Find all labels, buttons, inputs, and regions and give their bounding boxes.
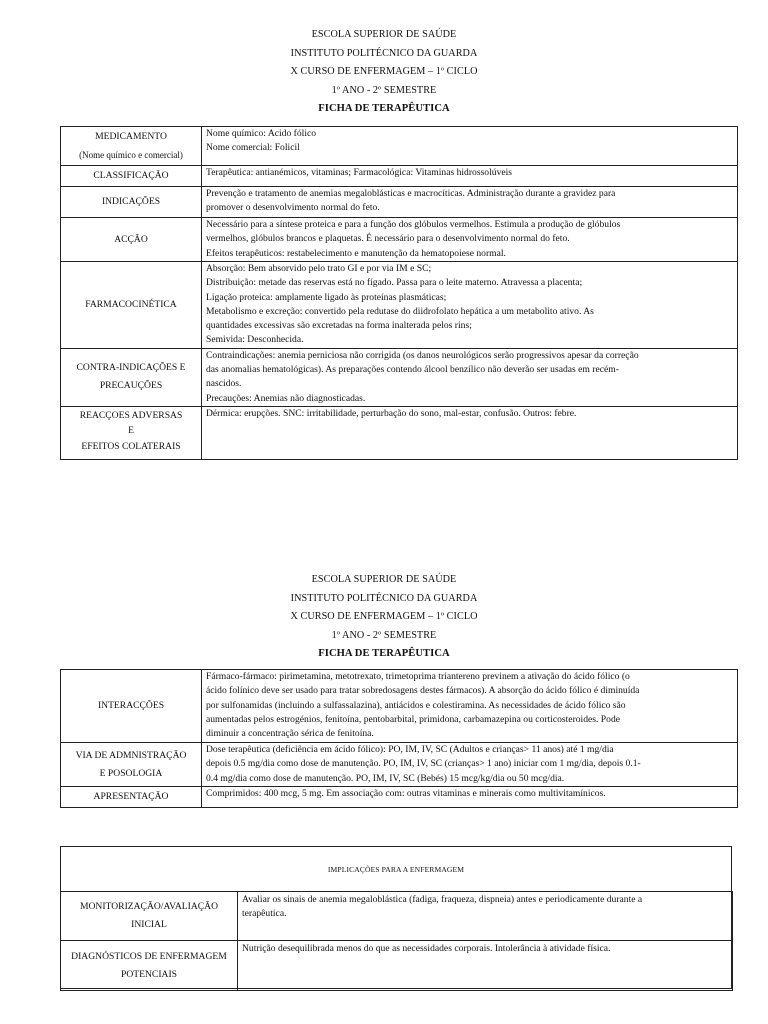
- nursing-implications-section: [60, 846, 732, 989]
- table-row: [61, 348, 738, 406]
- institute-name: INSTITUTO POLITÉCNICO DA GUARDA: [290, 592, 478, 604]
- farmacocinetica-label: FARMACOCINÉTICA: [61, 262, 202, 349]
- sheet-title: FICHA DE TERAPÊUTICA: [318, 103, 450, 115]
- institute-name: INSTITUTO POLITÉCNICO DA GUARDA: [290, 47, 478, 59]
- table-row: [61, 218, 738, 262]
- course-name: X CURSO DE ENFERMAGEM – 1º CICLO: [290, 66, 478, 78]
- document-header-2: [0, 571, 768, 664]
- year-semester: 1º ANO - 2º SEMESTRE: [331, 84, 437, 96]
- apresentacao-label: APRESENTAÇÃO: [61, 787, 202, 808]
- medicamento-label: MEDICAMENTO (Nome químico e comercial): [61, 127, 202, 166]
- indicacoes-value: Prevenção e tratamento de anemias megaloblásticas e macrocíticas. Administração durante a gravidez para promover o desenvolvimento normal do feto.: [202, 187, 738, 218]
- course-name: X CURSO DE ENFERMAGEM – 1º CICLO: [290, 611, 478, 623]
- table-row: [61, 941, 733, 991]
- table-row: [61, 670, 738, 743]
- school-name: ESCOLA SUPERIOR DE SAÚDE: [311, 574, 457, 585]
- school-name: ESCOLA SUPERIOR DE SAÚDE: [311, 29, 457, 40]
- reaccoes-adversas-label: REACÇOES ADVERSAS E EFEITOS COLATERAIS: [61, 406, 202, 459]
- indicacoes-label: INDICAÇÕES: [61, 187, 202, 218]
- table-row: [61, 743, 738, 787]
- medicamento-value: Nome químico: Acido fólico Nome comercial: Folicil: [202, 127, 738, 166]
- therapeutic-sheet-table-2: [60, 669, 738, 808]
- contra-indicacoes-label: CONTRA-INDICAÇÕES E PRECAUÇÕES: [61, 348, 202, 406]
- apresentacao-value: Comprimidos: 400 mcg, 5 mg. Em associação com: outras vitaminas e minerais como multivitamínicos.: [202, 787, 738, 808]
- classificacao-value: Terapêutica: antianémicos, vitaminas; Farmacológica: Vitaminas hidrossolúveis: [202, 166, 738, 187]
- table-row: [61, 787, 738, 808]
- table-row: [61, 187, 738, 218]
- table-row: [61, 166, 738, 187]
- farmacocinetica-value: Absorção: Bem absorvido pelo trato GI e por via IM e SC; Distribuição: metade das reservas está no fígado. Passa para o leite materno. Atravessa a placenta; Ligação proteica: amplamente ligado às proteínas plasmáticas; Metabolismo e excreção: convertido pela redutase do diidrofolato hepática a um metabolito ativo. As quantidades excessivas são excretadas na forma inalterada pelos rins; Semivida: Desconhecida.: [202, 262, 738, 349]
- table-row: [61, 892, 733, 941]
- nursing-implications-title: IMPLICAÇÕES PARA A ENFERMAGEM: [327, 865, 465, 874]
- interaccoes-value: Fármaco-fármaco: pirimetamina, metotrexato, trimetoprima triantereno previnem a ativação do ácido fólico (o ácido folínico deve ser usado para tratar sobredosagens destes fármacos). A absorção do ácido fólico é diminuída por sulfonamidas (incluindo a sulfassalazina), antiácidos e colestiramina. As necessidades de ácido fólico são aumentadas pelos estrogénios, fenitoína, pentobarbital, primidona, carbamazepina ou corticosteroides. Pode diminuir a concentração sérica de fenitoína.: [202, 670, 738, 743]
- diagnosticos-label: DIAGNÓSTICOS DE ENFERMAGEM POTENCIAIS: [61, 941, 238, 991]
- accao-label: ACÇÃO: [61, 218, 202, 262]
- via-administracao-value: Dose terapêutica (deficiência em ácido fólico): PO, IM, IV, SC (Adultos e crianças> 11 anos) até 1 mg/dia depois 0.5 mg/dia como dose de manutenção. PO, IM, IV, SC (crianças> 1 ano) iniciar com 1 mg/dia, depois 0.1- 0.4 mg/dia como dose de manutenção. PO, IM, IV, SC (Bebés) 15 mcg/kg/dia ou 50 mcg/dia.: [202, 743, 738, 787]
- diagnosticos-value: Nutrição desequilibrada menos do que as necessidades corporais. Intolerância à atividade física.: [238, 941, 733, 991]
- reaccoes-adversas-value: Dérmica: erupções. SNC: irritabilidade, perturbação do sono, mal-estar, confusão. Outros: febre.: [202, 406, 738, 459]
- monitorizacao-value: Avaliar os sinais de anemia megaloblástica (fadiga, fraqueza, dispneia) antes e periodicamente durante a terapêutica.: [238, 892, 733, 941]
- table-row: [61, 262, 738, 349]
- interaccoes-label: INTERACÇÕES: [61, 670, 202, 743]
- contra-indicacoes-value: Contraindicações: anemia perniciosa não corrigida (os danos neurológicos serão progressivos apesar da correção das anomalias hematológicas). As preparações contendo álcool benzílico não deverão ser usadas em recém- nascidos. Precauções: Anemias não diagnosticadas.: [202, 348, 738, 406]
- therapeutic-sheet-table-1: [60, 126, 738, 460]
- monitorizacao-label: MONITORIZAÇÃO/AVALIAÇÃO INICIAL: [61, 892, 238, 941]
- nursing-implications-table: [60, 891, 733, 991]
- sheet-title: FICHA DE TERAPÊUTICA: [318, 648, 450, 660]
- accao-value: Necessário para a síntese proteica e para a função dos glóbulos vermelhos. Estimula a produção de glóbulos vermelhos, glóbulos brancos e plaquetas. É necessário para o desenvolvimento normal do feto. Efeitos terapêuticos: restabelecimento e manutenção da hematopoiese normal.: [202, 218, 738, 262]
- classificacao-label: CLASSIFICAÇÃO: [61, 166, 202, 187]
- table-row: [61, 127, 738, 166]
- table-row: [61, 406, 738, 459]
- via-administracao-label: VIA DE ADMNISTRAÇÃO E POSOLOGIA: [61, 743, 202, 787]
- document-header-1: [0, 26, 768, 119]
- year-semester: 1º ANO - 2º SEMESTRE: [331, 629, 437, 641]
